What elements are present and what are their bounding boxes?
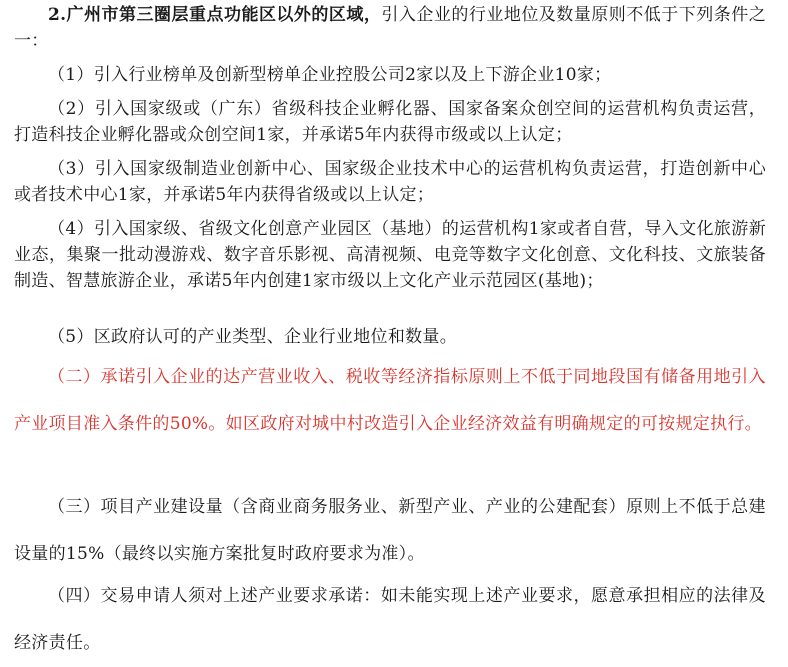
condition-1: （1）引入行业榜单及创新型榜单企业控股公司2家以及上下游企业10家； (48, 65, 612, 85)
clause-three-construction-volume: （三）项目产业建设量（含商业商务服务业、新型产业、产业的公建配套）原则上不低于总建设量的15%（最终以实施方案批复时政府要求为准）。 (14, 497, 766, 564)
paragraph-lead-text: 引入企业的行业地位及数量原则不低于下列条件之一： (14, 5, 767, 51)
condition-3: （3）引入国家级制造业创新中心、国家级企业技术中心的运营机构负责运营，打造创新中心或者技术中心1家，并承诺5年内获得省级或以上认定； (14, 159, 766, 205)
paragraph-lead-heading: 2.广州市第三圈层重点功能区以外的区域， (48, 5, 382, 25)
paragraph-item-2 (14, 2, 766, 54)
condition-5: （5）区政府认可的产业类型、企业行业地位和数量。 (48, 327, 458, 347)
clause-two-economic-indicators: （二）承诺引入企业的达产营业收入、税收等经济指标原则上不低于同地段国有储备用地引入产业项目准入条件的50%。如区政府对城中村改造引入企业经济效益有明确规定的可按规定执行。 (14, 367, 766, 434)
condition-2: （2）引入国家级或（广东）省级科技企业孵化器、国家备案众创空间的运营机构负责运营，打造科技企业孵化器或众创空间1家，并承诺5年内获得市级或以上认定； (14, 99, 766, 145)
condition-4: （4）引入国家级、省级文化创意产业园区（基地）的运营机构1家或者自营，导入文化旅游新业态，集聚一批动漫游戏、数字音乐影视、高清视频、电竞等数字文化创意、文化科技、文旅装备制造、智慧旅游企业，承诺5年内创建1家市级以上文化产业示范园区(基地)； (14, 219, 766, 291)
clause-four-commitment: （四）交易申请人须对上述产业要求承诺：如未能实现上述产业要求，愿意承担相应的法律及经济责任。 (14, 586, 766, 653)
